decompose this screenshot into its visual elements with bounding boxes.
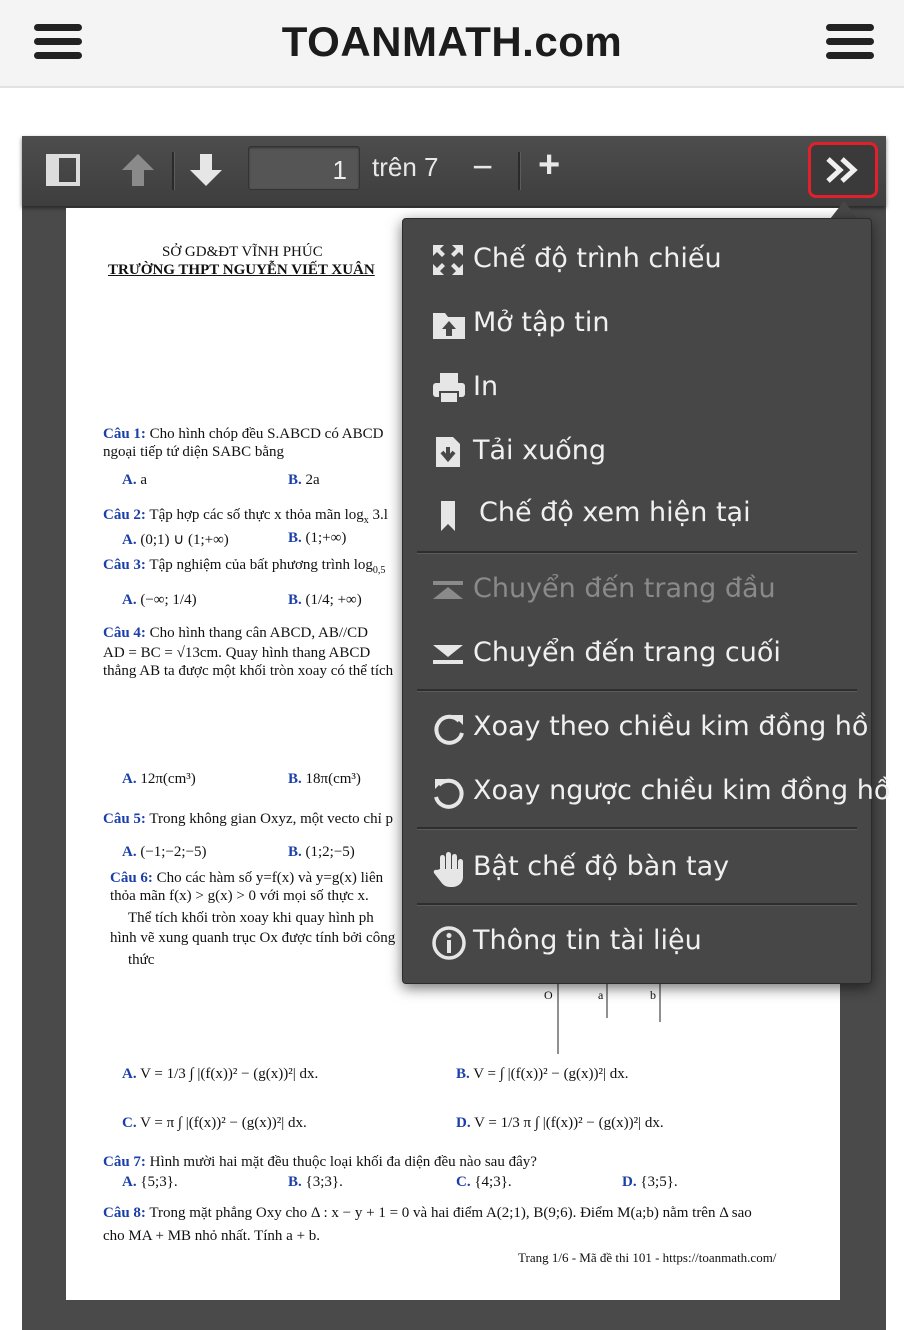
open-file-icon [431, 307, 467, 341]
q6-text-5: thức [128, 952, 155, 968]
q1-option-a: A. a [122, 472, 148, 488]
menu-item-label: Tải xuống [473, 435, 606, 466]
graph-label-o: O [544, 988, 553, 1002]
page-footer: Trang 1/6 - Mã đề thi 101 - https://toanmath.com/ [518, 1250, 777, 1265]
q6-text-3: Thể tích khối tròn xoay khi quay hình ph [128, 910, 374, 926]
doc-header-dept: SỞ GD&ĐT VĨNH PHÚC [162, 244, 323, 260]
download-icon [431, 435, 467, 469]
menu-item-rotate-ccw[interactable] [403, 763, 891, 819]
viewer-toolbar [22, 136, 886, 206]
menu-separator [417, 903, 857, 906]
graph-label-a: a [598, 988, 604, 1002]
q5-option-b: B. (1;2;−5) [288, 844, 355, 860]
q7-option-d: D. {3;5}. [622, 1174, 678, 1190]
menu-pointer [830, 201, 858, 219]
zoom-in-button[interactable]: + [538, 144, 561, 186]
menu-item-label: Mở tập tin [473, 307, 610, 338]
q6-option-c: C. V = π ∫ |(f(x))² − (g(x))²| dx. [122, 1115, 307, 1131]
menu-item-label: Xoay ngược chiều kim đồng hồ [473, 775, 891, 806]
sidebar-toggle-icon[interactable] [46, 154, 80, 191]
first-page-icon [431, 573, 467, 607]
menu-item-presentation-mode[interactable] [403, 231, 871, 287]
zoom-out-button[interactable]: − [472, 146, 494, 187]
menu-item-label: Xoay theo chiều kim đồng hồ [473, 711, 869, 742]
print-icon [431, 371, 467, 405]
question-4: Câu 4: Cho hình thang cân ABCD, AB//CD [103, 625, 369, 641]
question-8: Câu 8: Trong mặt phẳng Oxy cho Δ : x − y + 1 = 0 và hai điểm A(2;1), B(9;6). Điểm M(a;b) nằm trên Δ sao [103, 1205, 752, 1221]
menu-item-first-page[interactable] [403, 561, 871, 617]
bookmark-icon [431, 497, 467, 531]
menu-separator [417, 827, 857, 830]
q1-text: Cho hình chóp đều S.ABCD có ABCD [149, 426, 384, 442]
menu-item-label: Bật chế độ bàn tay [473, 851, 730, 882]
menu-item-label: Thông tin tài liệu [473, 925, 702, 956]
q7-option-c: C. {4;3}. [456, 1174, 512, 1190]
q1-label: Câu 1: [103, 426, 146, 442]
q4-option-a: A. 12π(cm³) [122, 771, 196, 787]
q2-option-b: B. (1;+∞) [288, 530, 347, 546]
menu-item-hand-tool[interactable] [403, 839, 871, 895]
previous-page-icon[interactable] [120, 152, 156, 193]
toolbar-separator [518, 152, 521, 190]
q6-option-a: A. V = 1/3 ∫ |(f(x))² − (g(x))²| dx. [122, 1066, 319, 1082]
q1-text-2: ngoại tiếp tứ diện SABC bằng [103, 444, 285, 460]
menu-item-rotate-cw[interactable] [403, 699, 871, 755]
page-number-input[interactable]: 1 [248, 146, 360, 190]
menu-separator [417, 689, 857, 692]
hand-icon [431, 851, 467, 885]
menu-item-label: Chế độ xem hiện tại [479, 497, 751, 528]
site-header [0, 0, 904, 88]
q6-option-d: D. V = 1/3 π ∫ |(f(x))² − (g(x))²| dx. [456, 1115, 664, 1131]
question-3: Câu 3: Tập nghiệm của bất phương trình $\log_{0,5}$ [103, 557, 386, 576]
q3-option-a: A. (−∞; 1/4) [122, 592, 197, 608]
q2-option-a: A. (0;1) ∪ (1;+∞) [122, 532, 229, 548]
menu-item-label: In [473, 371, 499, 402]
menu-item-open-file[interactable] [403, 295, 871, 351]
question-5: Câu 5: Trong không gian Oxyz, một vecto chỉ p [103, 811, 393, 827]
last-page-icon [431, 637, 467, 671]
rotate-cw-icon [431, 711, 467, 745]
menu-item-current-view[interactable] [403, 485, 871, 541]
q7-option-b: B. {3;3}. [288, 1174, 343, 1190]
q4-text-2: AD = BC = √13cm. Quay hình thang ABCD [103, 645, 371, 661]
toolbar-separator [172, 152, 175, 190]
tools-menu-button[interactable] [808, 142, 878, 198]
menu-item-label: Chế độ trình chiếu [473, 243, 722, 274]
question-2: Câu 2: Tập hợp các số thực x thỏa mãn $\log_x 3.l$ [103, 507, 388, 526]
rotate-ccw-icon [431, 775, 467, 809]
q4-text-3: thẳng AB ta được một khối tròn xoay có thể tích [103, 663, 394, 679]
question-6: Câu 6: Cho các hàm số y=f(x) và y=g(x) liên [110, 870, 384, 886]
menu-item-label: Chuyển đến trang đầu [473, 573, 776, 604]
site-title[interactable]: TOANMATH.com [281, 18, 623, 65]
q5-option-a: A. (−1;−2;−5) [122, 844, 207, 860]
menu-item-download[interactable] [403, 423, 871, 479]
right-menu-icon[interactable] [826, 24, 874, 60]
q6-text-4: hình vẽ xung quanh trục Ox được tính bởi công [110, 930, 396, 946]
q1-option-b: B. 2a [288, 472, 320, 488]
info-icon [431, 925, 467, 959]
double-chevron-right-icon [825, 156, 861, 184]
q6-option-b: B. V = ∫ |(f(x))² − (g(x))²| dx. [456, 1066, 629, 1082]
q4-option-b: B. 18π(cm³) [288, 771, 361, 787]
menu-item-document-info[interactable] [403, 913, 871, 969]
menu-item-last-page[interactable] [403, 625, 871, 681]
doc-header-school: TRƯỜNG THPT NGUYỄN VIẾT XUÂN [108, 262, 375, 278]
menu-separator [417, 551, 857, 554]
q3-option-b: B. (1/4; +∞) [288, 592, 362, 608]
q7-option-a: A. {5;3}. [122, 1174, 178, 1190]
tools-menu [402, 218, 891, 984]
next-page-icon[interactable] [188, 152, 224, 193]
graph-label-b: b [650, 988, 656, 1002]
menu-item-label: Chuyển đến trang cuối [473, 637, 781, 668]
fullscreen-icon [431, 243, 467, 277]
question-7: Câu 7: Hình mười hai mặt đều thuộc loại khối đa diện đều nào sau đây? [103, 1154, 537, 1170]
q6-graph [512, 978, 712, 1058]
page-count: trên 7 [372, 152, 439, 182]
q6-text-2: thỏa mãn f(x) > g(x) > 0 với mọi số thực x. [110, 888, 369, 904]
menu-item-print[interactable] [403, 359, 871, 415]
q8-text-2: cho MA + MB nhỏ nhất. Tính a + b. [103, 1228, 321, 1244]
question-1 [103, 426, 383, 443]
